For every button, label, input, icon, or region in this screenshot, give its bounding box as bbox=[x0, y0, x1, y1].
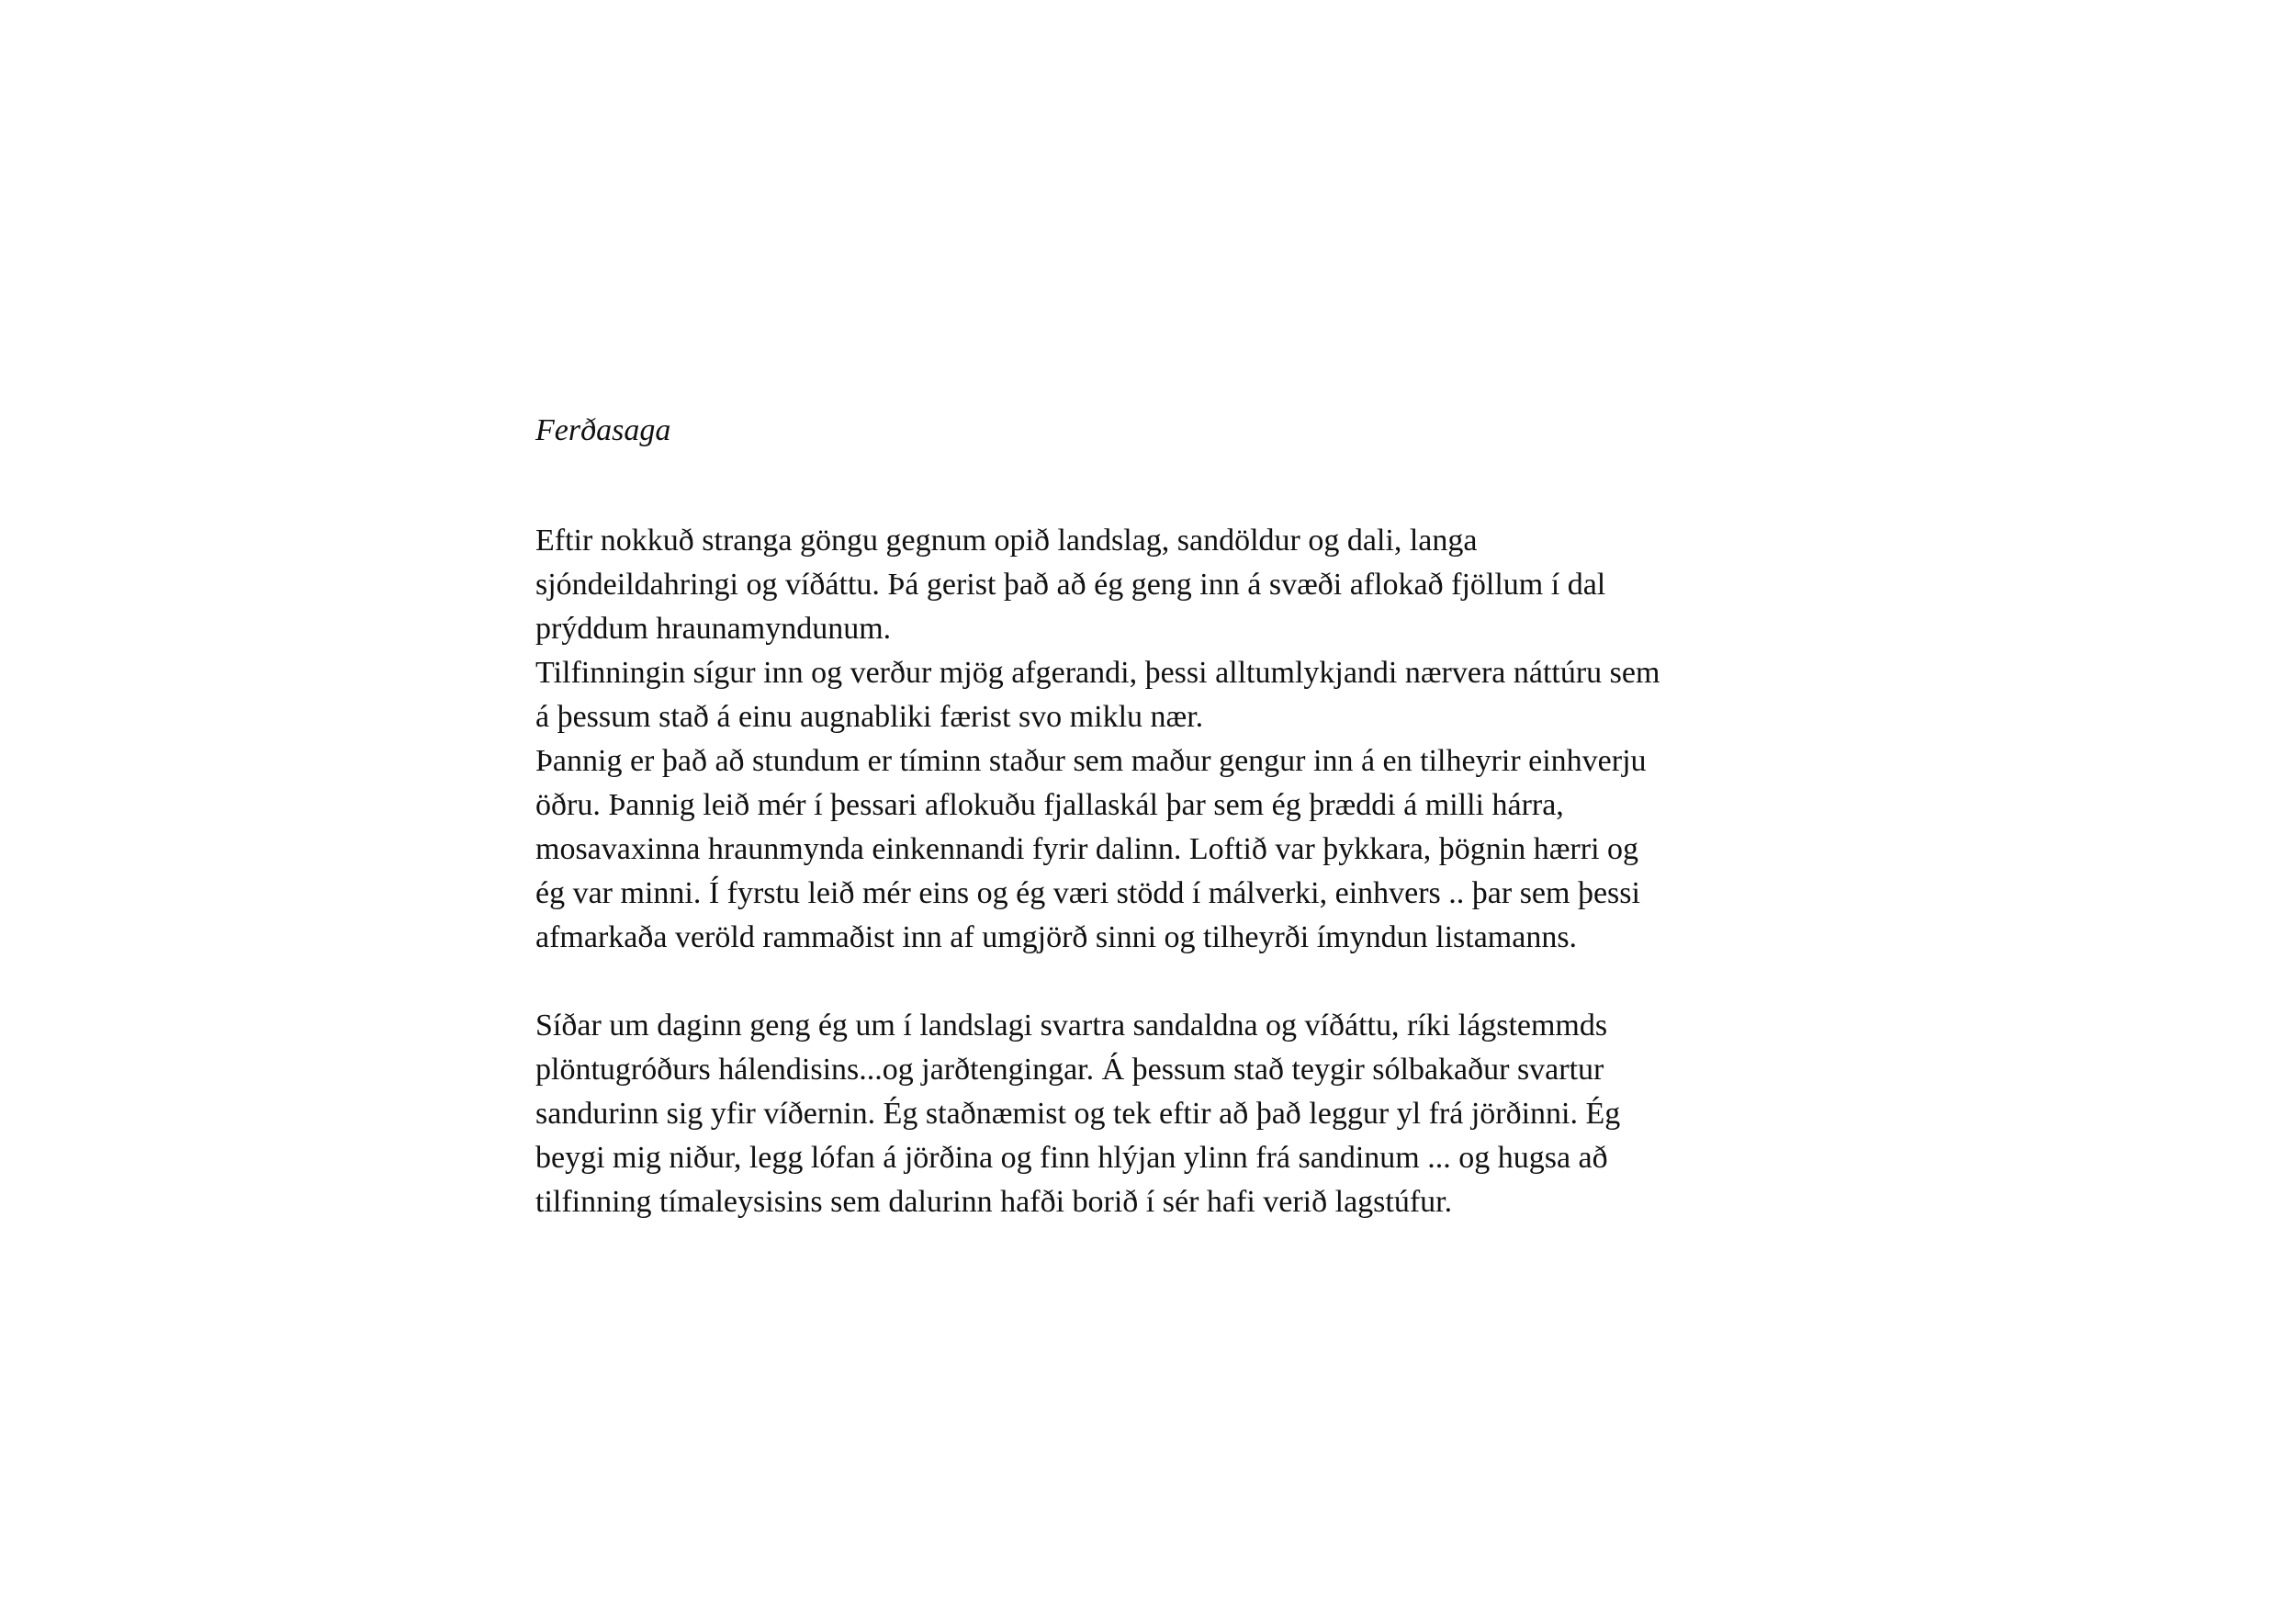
body-line: á þessum stað á einu augnabliki færist svo miklu nær. bbox=[535, 700, 1204, 734]
body-line: Síðar um daginn geng ég um í landslagi svartra sandaldna og víðáttu, ríki lágstemmds bbox=[535, 1009, 1608, 1043]
paragraph-gap bbox=[535, 960, 1840, 1004]
document-title: Ferðasaga bbox=[535, 413, 671, 447]
body-line: sjóndeildahringi og víðáttu. Þá gerist það að ég geng inn á svæði aflokað fjöllum í dal bbox=[535, 568, 1606, 602]
body-line: ég var minni. Í fyrstu leið mér eins og ég væri stödd í málverki, einhvers .. þar sem þessi bbox=[535, 876, 1640, 910]
body-line: beygi mig niður, legg lófan á jörðina og finn hlýjan ylinn frá sandinum ... og hugsa að bbox=[535, 1141, 1608, 1175]
body-line: öðru. Þannig leið mér í þessari aflokuðu fjallaskál þar sem ég þræddi á milli hárra, bbox=[535, 788, 1564, 822]
body-line: tilfinning tímaleysisins sem dalurinn hafði borið í sér hafi verið lagstúfur. bbox=[535, 1185, 1453, 1219]
body-line: afmarkaða veröld rammaðist inn af umgjörð sinni og tilheyrði ímyndun listamanns. bbox=[535, 920, 1578, 954]
body-line: sandurinn sig yfir víðernin. Ég staðnæmist og tek eftir að það leggur yl frá jörðinni. Ég bbox=[535, 1097, 1621, 1131]
document-body bbox=[535, 519, 1840, 1224]
body-line: Þannig er það að stundum er tíminn staður sem maður gengur inn á en tilheyrir einhverju bbox=[535, 744, 1647, 778]
body-line: Tilfinningin sígur inn og verður mjög afgerandi, þessi alltumlykjandi nærvera náttúru sem bbox=[535, 656, 1660, 690]
body-line: mosavaxinna hraunmynda einkennandi fyrir dalinn. Loftið var þykkara, þögnin hærri og bbox=[535, 832, 1639, 866]
body-line: Eftir nokkuð stranga göngu gegnum opið landslag, sandöldur og dali, langa bbox=[535, 524, 1478, 558]
body-line: prýddum hraunamyndunum. bbox=[535, 612, 892, 646]
body-line: plöntugróðurs hálendisins...og jarðtengingar. Á þessum stað teygir sólbakaður svartur bbox=[535, 1053, 1604, 1087]
text-block bbox=[535, 409, 1840, 1224]
